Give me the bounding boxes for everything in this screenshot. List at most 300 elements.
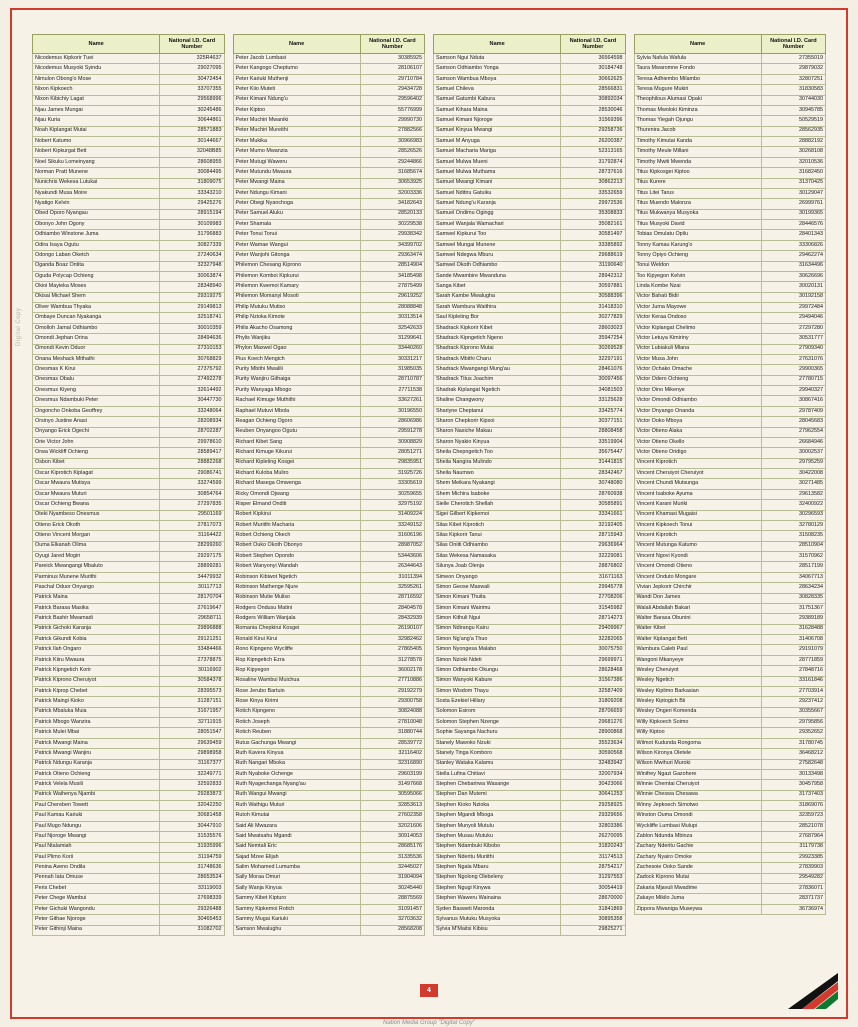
cell-name: Njau Kuria bbox=[33, 116, 160, 126]
cell-name: Thurenira Jacob bbox=[634, 126, 761, 136]
names-table bbox=[433, 34, 626, 936]
table-row bbox=[434, 500, 626, 510]
table-row bbox=[233, 666, 425, 676]
cell-id-number: 31179738 bbox=[761, 842, 825, 852]
table-row bbox=[434, 603, 626, 613]
cell-id-number: 29434728 bbox=[360, 85, 424, 95]
cell-id-number: 32327948 bbox=[160, 261, 224, 271]
cell-id-number: 28760938 bbox=[561, 489, 625, 499]
cell-name: Stephen Ngala Mbaru bbox=[434, 863, 561, 873]
table-row bbox=[233, 852, 425, 862]
cell-name: Rono Kipngeno Wycliffe bbox=[233, 645, 360, 655]
cell-name: Walali Abdallah Bakari bbox=[634, 603, 761, 613]
cell-name: Salim Mohamed Lumumba bbox=[233, 863, 360, 873]
table-row bbox=[634, 85, 826, 95]
table-row bbox=[233, 489, 425, 499]
cell-name: Sally Moraa Omuri bbox=[233, 873, 360, 883]
cell-id-number: 31841869 bbox=[561, 904, 625, 914]
page-number-badge: 4 bbox=[420, 984, 438, 997]
table-row bbox=[434, 54, 626, 64]
table-row bbox=[233, 313, 425, 323]
cell-id-number: 31194759 bbox=[160, 852, 224, 862]
cell-id-number: 31628488 bbox=[761, 624, 825, 634]
cell-name: Paul Mugo Ndungu bbox=[33, 821, 160, 831]
cell-name: Simon Odhiambo Okungu bbox=[434, 666, 561, 676]
cell-id-number: 32614492 bbox=[160, 386, 224, 396]
table-row bbox=[634, 790, 826, 800]
table-row bbox=[634, 354, 826, 364]
cell-name: Victor Juma Mayowe bbox=[634, 303, 761, 313]
cell-name: Peter Tonui Tonui bbox=[233, 230, 360, 240]
cell-name: Samuel Wanjala Wamachari bbox=[434, 220, 561, 230]
cell-name: Wandi Don James bbox=[634, 593, 761, 603]
cell-name: Nunichris Wekesa Lutukai bbox=[33, 178, 160, 188]
table-row bbox=[634, 520, 826, 530]
cell-name: Patrick Mwangi Wanjiru bbox=[33, 749, 160, 759]
cell-name: Ronald Kirui Kirui bbox=[233, 635, 360, 645]
cell-name: Peter Wanjohi Gitonga bbox=[233, 251, 360, 261]
table-header-row bbox=[33, 35, 225, 54]
cell-name: Oscar Kiprotich Kiplagat bbox=[33, 469, 160, 479]
cell-id-number: 27710886 bbox=[360, 676, 424, 686]
table-row bbox=[434, 469, 626, 479]
cell-id-number: 31335536 bbox=[360, 852, 424, 862]
cell-id-number: 34185498 bbox=[360, 271, 424, 281]
cell-name: Philip Nzioka Kimote bbox=[233, 313, 360, 323]
table-row bbox=[33, 157, 225, 167]
cell-name: Silas Kipkorir Tanui bbox=[434, 531, 561, 541]
table-row bbox=[634, 271, 826, 281]
cell-name: Rodgers Ondusu Matini bbox=[233, 603, 360, 613]
cell-id-number: 30681458 bbox=[160, 811, 224, 821]
cell-name: Syden Basweti Maronda bbox=[434, 904, 561, 914]
cell-name: Sheila Nangira Mulindo bbox=[434, 458, 561, 468]
table-row bbox=[634, 510, 826, 520]
cell-name: Simon Nzioki Ndeti bbox=[434, 655, 561, 665]
table-row bbox=[434, 852, 626, 862]
table-row bbox=[434, 915, 626, 925]
cell-name: Sosta Ezekiel Hillary bbox=[434, 697, 561, 707]
table-row bbox=[233, 54, 425, 64]
table-row bbox=[634, 240, 826, 250]
cell-name: Norman Pratt Munene bbox=[33, 168, 160, 178]
cell-name: Oganda Boaz Ontita bbox=[33, 261, 160, 271]
cell-name: Winston Ouma Omondi bbox=[634, 811, 761, 821]
table-row bbox=[233, 282, 425, 292]
table-header-row bbox=[434, 35, 626, 54]
cell-id-number: 30748080 bbox=[561, 479, 625, 489]
table-row bbox=[33, 105, 225, 115]
table-row bbox=[434, 863, 626, 873]
cell-id-number: 35675447 bbox=[561, 448, 625, 458]
table-row bbox=[434, 489, 626, 499]
cell-name: Titus Mukwanya Musyoka bbox=[634, 209, 761, 219]
cell-id-number: 33707355 bbox=[160, 85, 224, 95]
cell-name: Philemon Kwemoi Kamary bbox=[233, 282, 360, 292]
cell-id-number: 28771859 bbox=[761, 655, 825, 665]
cell-id-number: 31297553 bbox=[561, 873, 625, 883]
table-row bbox=[33, 375, 225, 385]
cell-name: Rutoh Kimutai bbox=[233, 811, 360, 821]
table-body-2 bbox=[233, 54, 425, 936]
cell-name: Oyugi Jared Mogiri bbox=[33, 552, 160, 562]
table-row bbox=[33, 666, 225, 676]
cell-name: Richard Masega Omwenga bbox=[233, 479, 360, 489]
cell-name: Philip Mutuku Mutiso bbox=[233, 303, 360, 313]
cell-id-number: 28088848 bbox=[360, 303, 424, 313]
cell-name: Simon Geose Maswali bbox=[434, 583, 561, 593]
table-row bbox=[434, 354, 626, 364]
cell-name: Tonny Kamau Karung'o bbox=[634, 240, 761, 250]
cell-name: Ongoncho Onkoba Geoffrey bbox=[33, 406, 160, 416]
cell-name: Odhiambo Winstone Juma bbox=[33, 230, 160, 240]
cell-name: Stephen Dan Mutemi bbox=[434, 790, 561, 800]
table-row bbox=[634, 344, 826, 354]
cell-name: Samson Wambua Mboya bbox=[434, 74, 561, 84]
table-row bbox=[233, 105, 425, 115]
cell-id-number: 30269528 bbox=[561, 344, 625, 354]
cell-id-number: 32703632 bbox=[360, 915, 424, 925]
table-row bbox=[634, 199, 826, 209]
cell-name: Simon Nyongesa Malabo bbox=[434, 645, 561, 655]
cell-name: Titus Litei Tarus bbox=[634, 188, 761, 198]
cell-name: Orie Victor John bbox=[33, 437, 160, 447]
table-row bbox=[33, 116, 225, 126]
cell-id-number: 33249152 bbox=[360, 520, 424, 530]
cell-id-number: 28685176 bbox=[360, 842, 424, 852]
table-row bbox=[233, 624, 425, 634]
cell-name: Nicodemus Kipkorir Tuei bbox=[33, 54, 160, 64]
cell-id-number: 33532659 bbox=[561, 188, 625, 198]
cell-name: Willy Kiptoo bbox=[634, 728, 761, 738]
cell-name: Simon Kimani Wairimu bbox=[434, 603, 561, 613]
cell-id-number: 30465453 bbox=[160, 915, 224, 925]
cell-name: Paul Njoroge Mwangi bbox=[33, 832, 160, 842]
cell-name: Sammy Mugai Kariuki bbox=[233, 915, 360, 925]
table-row bbox=[434, 137, 626, 147]
table-row bbox=[634, 666, 826, 676]
table-row bbox=[634, 749, 826, 759]
table-row bbox=[634, 821, 826, 831]
cell-id-number: 33627261 bbox=[360, 396, 424, 406]
table-row bbox=[33, 749, 225, 759]
cell-name: Simon Ndirangu Kairu bbox=[434, 624, 561, 634]
cell-id-number: 28608955 bbox=[160, 157, 224, 167]
table-row bbox=[33, 354, 225, 364]
cell-id-number: 30385925 bbox=[360, 54, 424, 64]
cell-id-number: 30854764 bbox=[160, 489, 224, 499]
cell-name: Rodgers William Wanjala bbox=[233, 614, 360, 624]
cell-id-number: 36002178 bbox=[360, 666, 424, 676]
table-row bbox=[33, 365, 225, 375]
cell-name: Victor Ochako Omache bbox=[634, 365, 761, 375]
cell-id-number: 32297191 bbox=[561, 354, 625, 364]
cell-id-number: 27687964 bbox=[761, 832, 825, 842]
cell-name: Peter Kiio Muteti bbox=[233, 85, 360, 95]
table-row bbox=[434, 313, 626, 323]
table-row bbox=[33, 344, 225, 354]
table-row bbox=[634, 707, 826, 717]
cell-name: Ruth Nyaboke Ochenge bbox=[233, 769, 360, 779]
cell-id-number: 29409967 bbox=[561, 624, 625, 634]
table-row bbox=[634, 614, 826, 624]
cell-id-number: 31190640 bbox=[561, 261, 625, 271]
table-row bbox=[434, 655, 626, 665]
table-row bbox=[634, 852, 826, 862]
table-row bbox=[434, 417, 626, 427]
table-row bbox=[233, 780, 425, 790]
cell-name: Vincent Isaboke Ayuma bbox=[634, 489, 761, 499]
cell-id-number: 28395573 bbox=[160, 686, 224, 696]
cell-id-number: 29121251 bbox=[160, 635, 224, 645]
cell-name: Oscar Ochieng Bwana bbox=[33, 500, 160, 510]
cell-name: Victor Odero Ochieng bbox=[634, 375, 761, 385]
cell-name: Vincent Kiprotich bbox=[634, 458, 761, 468]
table-row bbox=[233, 541, 425, 551]
cell-name: Onyango Erick Ogechi bbox=[33, 427, 160, 437]
cell-id-number: 35947254 bbox=[561, 334, 625, 344]
cell-name: Tonui Weldon bbox=[634, 261, 761, 271]
table-row bbox=[634, 147, 826, 157]
table-row bbox=[634, 396, 826, 406]
table-row bbox=[33, 852, 225, 862]
cell-name: Samson Mwalughu bbox=[233, 925, 360, 935]
cell-name: Patrick Mulei Mbai bbox=[33, 728, 160, 738]
table-row bbox=[233, 220, 425, 230]
cell-name: Zachesoie Ooko Sande bbox=[634, 863, 761, 873]
table-row bbox=[434, 583, 626, 593]
header-id: National I.D. Card Number bbox=[761, 35, 825, 54]
cell-id-number: 32803386 bbox=[561, 821, 625, 831]
cell-name: Nixon Kipkoech bbox=[33, 85, 160, 95]
cell-id-number: 30331217 bbox=[360, 354, 424, 364]
cell-name: Victor Kiplangat Chelimo bbox=[634, 323, 761, 333]
cell-id-number: 33125628 bbox=[561, 396, 625, 406]
table-row bbox=[233, 168, 425, 178]
table-row bbox=[434, 168, 626, 178]
table-row bbox=[33, 884, 225, 894]
cell-name: Sajad Mzee Elijah bbox=[233, 852, 360, 862]
cell-id-number: 30063874 bbox=[160, 271, 224, 281]
table-row bbox=[233, 697, 425, 707]
table-row bbox=[634, 676, 826, 686]
cell-name: Stephen Mgandi Mboga bbox=[434, 811, 561, 821]
table-row bbox=[434, 759, 626, 769]
cell-name: Samuel Kimani Njoroge bbox=[434, 116, 561, 126]
cell-name: Shaline Changwony bbox=[434, 396, 561, 406]
cell-name: Okisai Michael Shem bbox=[33, 292, 160, 302]
table-row bbox=[434, 427, 626, 437]
table-row bbox=[33, 769, 225, 779]
cell-name: Vincent Kipkoech Tonui bbox=[634, 520, 761, 530]
cell-name: Robinson Kibiwot Ngetich bbox=[233, 572, 360, 582]
cell-name: Walter Kibet bbox=[634, 624, 761, 634]
table-row bbox=[634, 531, 826, 541]
table-row bbox=[634, 842, 826, 852]
table-row bbox=[33, 396, 225, 406]
table-row bbox=[434, 801, 626, 811]
cell-id-number: 31820243 bbox=[561, 842, 625, 852]
cell-id-number: 27865405 bbox=[360, 645, 424, 655]
cell-name: Ouma Elkanah Olima bbox=[33, 541, 160, 551]
cell-name: Solomon Stephen Nzenge bbox=[434, 718, 561, 728]
table-row bbox=[434, 510, 626, 520]
table-row bbox=[33, 904, 225, 914]
table-row bbox=[33, 479, 225, 489]
cell-id-number: 32542633 bbox=[360, 323, 424, 333]
cell-id-number: 29940327 bbox=[761, 386, 825, 396]
cell-name: Simeon Onyango bbox=[434, 572, 561, 582]
table-row bbox=[634, 303, 826, 313]
table-row bbox=[434, 178, 626, 188]
column-1 bbox=[32, 34, 225, 936]
cell-id-number: 29283873 bbox=[160, 790, 224, 800]
cell-name: Robert Wanyonyi Wandah bbox=[233, 562, 360, 572]
table-row bbox=[33, 686, 225, 696]
table-row bbox=[634, 437, 826, 447]
cell-name: Sande Mwambire Mwanduna bbox=[434, 271, 561, 281]
cell-id-number: 26999761 bbox=[761, 199, 825, 209]
columns-container bbox=[32, 34, 826, 936]
cell-name: Peter Mwangi Maina bbox=[233, 178, 360, 188]
cell-name: Nyatigo Kelvin bbox=[33, 199, 160, 209]
cell-id-number: 32229081 bbox=[561, 552, 625, 562]
cell-name: Patrick Barasa Masika bbox=[33, 603, 160, 613]
cell-id-number: 30245486 bbox=[160, 105, 224, 115]
cell-id-number: 30423066 bbox=[561, 780, 625, 790]
table-row bbox=[634, 448, 826, 458]
cell-name: Samuel Macharia Mariga bbox=[434, 147, 561, 157]
table-row bbox=[233, 365, 425, 375]
cell-name: Patrick Bashir Mwamadi bbox=[33, 614, 160, 624]
header-id: National I.D. Card Number bbox=[561, 35, 625, 54]
cell-name: Peter Chege Wambui bbox=[33, 894, 160, 904]
table-row bbox=[233, 469, 425, 479]
cell-id-number: 32316890 bbox=[360, 759, 424, 769]
cell-name: Simon Kimani Thuita bbox=[434, 593, 561, 603]
cell-name: Samuel Ndung'u Karanja bbox=[434, 199, 561, 209]
table-row bbox=[634, 74, 826, 84]
cell-name: Nicodemus Musyoki Syindu bbox=[33, 64, 160, 74]
cell-name: Ombaye Duncan Nyakanga bbox=[33, 313, 160, 323]
table-row bbox=[233, 821, 425, 831]
cell-name: Peter Obegi Nyanchoga bbox=[233, 199, 360, 209]
table-row bbox=[233, 251, 425, 261]
table-row bbox=[634, 220, 826, 230]
cell-id-number: 29825271 bbox=[561, 925, 625, 935]
cell-id-number: 29425276 bbox=[160, 199, 224, 209]
cell-id-number: 27708206 bbox=[561, 593, 625, 603]
cell-id-number: 31634496 bbox=[761, 261, 825, 271]
table-row bbox=[634, 116, 826, 126]
cell-name: Silas Oniiti Odhiambo bbox=[434, 541, 561, 551]
table-row bbox=[33, 915, 225, 925]
cell-id-number: 28170704 bbox=[160, 593, 224, 603]
table-row bbox=[434, 562, 626, 572]
table-row bbox=[634, 282, 826, 292]
table-row bbox=[233, 811, 425, 821]
cell-name: Stephen Munyoli Mutulu bbox=[434, 821, 561, 831]
table-row bbox=[434, 593, 626, 603]
cell-id-number: 31869076 bbox=[761, 801, 825, 811]
cell-id-number: 29619252 bbox=[360, 292, 424, 302]
table-row bbox=[33, 251, 225, 261]
cell-id-number: 29795856 bbox=[761, 718, 825, 728]
table-row bbox=[233, 925, 425, 935]
cell-id-number: 30144667 bbox=[160, 137, 224, 147]
cell-id-number: 31164422 bbox=[160, 531, 224, 541]
cell-name: Samuel Kihara Maina bbox=[434, 105, 561, 115]
cell-id-number: 29923385 bbox=[761, 852, 825, 862]
table-row bbox=[33, 541, 225, 551]
cell-id-number: 31011394 bbox=[360, 572, 424, 582]
table-row bbox=[33, 790, 225, 800]
cell-id-number: 29787409 bbox=[761, 406, 825, 416]
cell-id-number: 28987052 bbox=[360, 541, 424, 551]
cell-name: Shariyne Cheptanui bbox=[434, 406, 561, 416]
cell-id-number: 29363474 bbox=[360, 251, 424, 261]
cell-id-number: 29699971 bbox=[561, 655, 625, 665]
table-row bbox=[434, 780, 626, 790]
cell-id-number: 27582648 bbox=[761, 759, 825, 769]
table-row bbox=[33, 801, 225, 811]
table-row bbox=[33, 147, 225, 157]
cell-id-number: 30768829 bbox=[160, 354, 224, 364]
cell-name: Wambura Caleb Paul bbox=[634, 645, 761, 655]
cell-name: Zadock Kiprono Mutai bbox=[634, 873, 761, 883]
cell-id-number: 30313514 bbox=[360, 313, 424, 323]
cell-id-number: 28446576 bbox=[761, 220, 825, 230]
table-row bbox=[434, 261, 626, 271]
table-row bbox=[233, 894, 425, 904]
table-header-row bbox=[634, 35, 826, 54]
cell-id-number: 31418310 bbox=[561, 303, 625, 313]
cell-id-number: 28716592 bbox=[360, 593, 424, 603]
cell-name: Peter Gichuki Wangondu bbox=[33, 904, 160, 914]
cell-name: Stephen Waweru Wainaina bbox=[434, 894, 561, 904]
cell-id-number: 29568996 bbox=[160, 95, 224, 105]
cell-name: Patrick Gikundi Kobia bbox=[33, 635, 160, 645]
cell-name: Peter Mumo Mwanzia bbox=[233, 147, 360, 157]
cell-name: Peter Githae Njoroge bbox=[33, 915, 160, 925]
table-row bbox=[233, 271, 425, 281]
cell-name: Sanga Kibet bbox=[434, 282, 561, 292]
table-row bbox=[634, 95, 826, 105]
table-row bbox=[634, 645, 826, 655]
cell-id-number: 33440260 bbox=[360, 344, 424, 354]
cell-name: Rose Kinya Kirimi bbox=[233, 697, 360, 707]
cell-name: Patrick Kipngetich Korir bbox=[33, 666, 160, 676]
cell-name: Rutus Gachunga Mwangi bbox=[233, 738, 360, 748]
cell-id-number: 28348940 bbox=[160, 282, 224, 292]
cell-id-number: 28342467 bbox=[561, 469, 625, 479]
cell-id-number: 30245440 bbox=[360, 884, 424, 894]
cell-name: Peter Shamala bbox=[233, 220, 360, 230]
table-row bbox=[434, 718, 626, 728]
cell-name: Patrick Mbogo Wanzira bbox=[33, 718, 160, 728]
table-row bbox=[434, 790, 626, 800]
cell-id-number: 31299641 bbox=[360, 334, 424, 344]
table-row bbox=[434, 479, 626, 489]
cell-name: Pius Koech Mengich bbox=[233, 354, 360, 364]
cell-name: Winifrey Ngazi Gazohere bbox=[634, 769, 761, 779]
cell-name: Samuel Kinyua Mwangi bbox=[434, 126, 561, 136]
cell-id-number: 52313165 bbox=[561, 147, 625, 157]
cell-name: Philemon Komboi Kipkurui bbox=[233, 271, 360, 281]
cell-name: Sigei Gilbert Kipkemoi bbox=[434, 510, 561, 520]
cell-name: Stephen Ngolong Olebeleny bbox=[434, 873, 561, 883]
cell-id-number: 28494636 bbox=[160, 334, 224, 344]
